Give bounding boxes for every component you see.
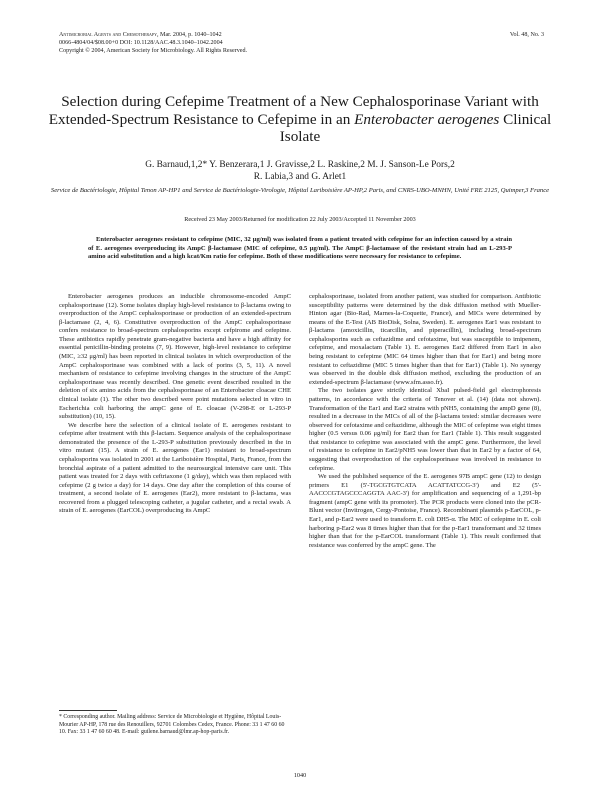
volume-info: Vol. 48, No. 3 [509,32,544,38]
issue-info: , Mar. 2004, p. 1040–1042 [157,32,222,38]
title-species: Enterobacter aerogenes [354,110,500,128]
paragraph: We used the published sequence of the E. aerogenes 97B ampC gene (12) to design primers E1 (5'-TGCGTGTCATA ACATTATCCG-3') and E2 (5'-AACCCGTAGCCCAGGTA AAC-3') for amplification and sequencing of a 1,291-bp fragment (ampC gene with its promoter). The PCR products were cloned into the pCR-Blunt vector (Invitrogen, Cergy-Pontoise, France). Recombinant plasmids p-EarCOL, p-Ear1, and p-Ear2 were used to transform E. coli DH5-α. The MIC of cefepime in E. coli harboring p-Ear2 was 8 times higher than that for the p-Ear1 transformant and 32 times higher than that for the p-EarCOL transformant (Table 1). This result confirmed that resistance was conferred by the ampC gene. The [309,473,541,549]
body-column-left [59,293,291,516]
article-title: Selection during Cefepime Treatment of a New Cephalosporinase Variant with Extended-Spectrum Resistance to Cefepime in an Enterobacter aerogenes Clinical Isolate [48,93,552,146]
affiliations: Service de Bactériologie, Hôpital Tenon AP-HP1 and Service de Bactériologie-Virologie, Hôpital Lariboisière AP-HP,2 Paris, and CNRS-UBO-MNHN, Unité FRE 2125, Quimper,3 France [50,187,550,194]
abstract-text: Enterobacter aerogenes resistant to cefepime (MIC, 32 μg/ml) was isolated from a patient treated with cefepime for an infection caused by a strain of E. aerogenes overproducing its AmpC β-lactamase (MIC of cefepime, 0.5 μg/ml). The AmpC β-lactamase of the resistant strain had an L-293-P amino acid substitution and a high kcat/Km ratio for cefepime. Both of these modifications were necessary for resistance to cefepime. [88,236,512,261]
abstract [88,236,512,262]
paragraph: The two isolates gave strictly identical XbaI pulsed-field gel electrophoresis patterns, in accordance with the criteria of Tenover et al. (14) (data not shown). Transformation of the Ear1 and Ear2 strains with pNH5, containing the ampD gene (8), resulted in a decrease in the MICs of all of the β-lactams tested: similar decreases were observed for cefotaxime and ceftazidime, although the MIC of cefepime was eight times higher (0.5 versus 0.06 μg/ml) for Ear2 than for Ear1 (Table 1). This result suggested that resistance to cefepime was associated with the ampC gene. Furthermore, the level of resistance to cefepime in Ear2/pNH5 was lower than that in Ear2 by a factor of 64, suggesting that overproduction of the cephalosporinase was involved in resistance to cefepime. [309,387,541,472]
footnote-divider [59,710,117,711]
copyright-line: Copyright © 2004, American Society for Microbiology. All Rights Reserved. [59,48,248,54]
running-header [59,31,247,55]
received-dates: Received 23 May 2003/Returned for modification 22 July 2003/Accepted 11 November 2003 [184,216,416,223]
journal-name: Antimicrobial Agents and Chemotherapy [59,32,157,38]
page-number: 1040 [293,772,307,779]
authors-line-2: R. Labia,3 and G. Arlet1 [253,172,347,183]
paragraph: cephalosporinase, isolated from another patient, was studied for comparison. Antibiotic susceptibility patterns were determined by the disk diffusion method with Mueller-Hinton agar (Bio-Rad, Marnes-la-Coquette, France), and MICs were determined by means of the E-Test (AB BioDisk, Solna, Sweden). E. aerogenes Ear1 was resistant to β-lactams (amoxicillin, ticarcillin, and piperacillin), including broad-spectrum cephalosporins such as ceftazidime and cefotaxime, but was susceptible to imipenem, cefepime, and moxalactam (Table 1). E. aerogenes Ear2 differed from Ear1 in also being resistant to cefepime (MIC 64 times higher than that for Ear1) and being more resistant to ceftazidime (MIC 5 times higher than that for Ear1) (Table 1). No synergy was observed in the double disk diffusion method, excluding the production of an extended-spectrum β-lactamase (www.sfm.asso.fr). [309,293,541,386]
body-column-right [309,293,541,550]
corresponding-author-footnote: * Corresponding author. Mailing address: Service de Microbiologie et Hygiène, Hôpital Louis-Mourier AP-HP, 178 rue des Renouillers, 92701 Colombes Cedex, France. Phone: 33 1 47 60 60 10. Fax: 33 1 47 60 60 48. E-mail: guilene.barnaud@lmr.ap-hop-paris.fr. [59,714,285,736]
author-list [40,159,560,184]
paragraph: We describe here the selection of a clinical isolate of E. aerogenes resistant to cefepime after treatment with this β-lactam. Sequence analysis of the cephalosporinase demonstrated the presence of the L-293-P substitution previously described in the in vitro mutant (15). A strain of E. aerogenes (Ear1) resistant to broad-spectrum cephalosporins was isolated in 2001 at the Lariboisière Hospital, Paris, France, from the bronchial aspirate of a patient admitted to the neurosurgical intensive care unit. This patient was treated for 2 days with ceftriaxone (1 g/day), which was then replaced with cefepime (2 g twice a day) for 14 days. One day after the completion of this course of treatment, a second isolate of E. aerogenes (Ear2), more resistant to β-lactams, was recovered from a plugged telescoping catheter, a jugular catheter, and a rectal swab. A strain of E. aerogenes (EarCOL) overproducing its AmpC [59,421,291,515]
paragraph: Enterobacter aerogenes produces an inducible chromosome-encoded AmpC cephalosporinase (12). Some isolates display high-level resistance to β-lactams owing to overproduction of the AmpC cephalosporinase or production of an extended-spectrum β-lactamase (2, 4, 6). Constitutive overproduction of the AmpC cephalosporinase confers resistance to broad-spectrum cephalosporins except cefpirome and cefepime. These antibiotics rapidly penetrate gram-negative bacteria and have a high affinity for essential penicillin-binding proteins (7, 9). However, high-level resistance to cefepime (MIC, ≥32 μg/ml) has been reported in clinical isolates in which overproduction of the AmpC cephalosporinase was combined with a lack of porins (3, 5, 11). A novel mechanism of resistance to cefepime involving changes in the structure of the AmpC cephalosporinase was recently described. One genetic event described resulted in the deletion of six amino acids from the cephalosporinase of an Enterobacter cloacae CHE clinical isolate (1). The other two described were point mutations selected in vitro in Escherichia coli harboring the ampC gene of E. cloacae (V-298-E or L-293-P substitution) (10, 15). [59,293,291,421]
doi-line: 0066-4804/04/$08.00+0 DOI: 10.1128/AAC.48.3.1040–1042.2004 [59,40,223,46]
authors-line-1: G. Barnaud,1,2* Y. Benzerara,1 J. Gravisse,2 L. Raskine,2 M. J. Sanson-Le Pors,2 [145,160,455,170]
